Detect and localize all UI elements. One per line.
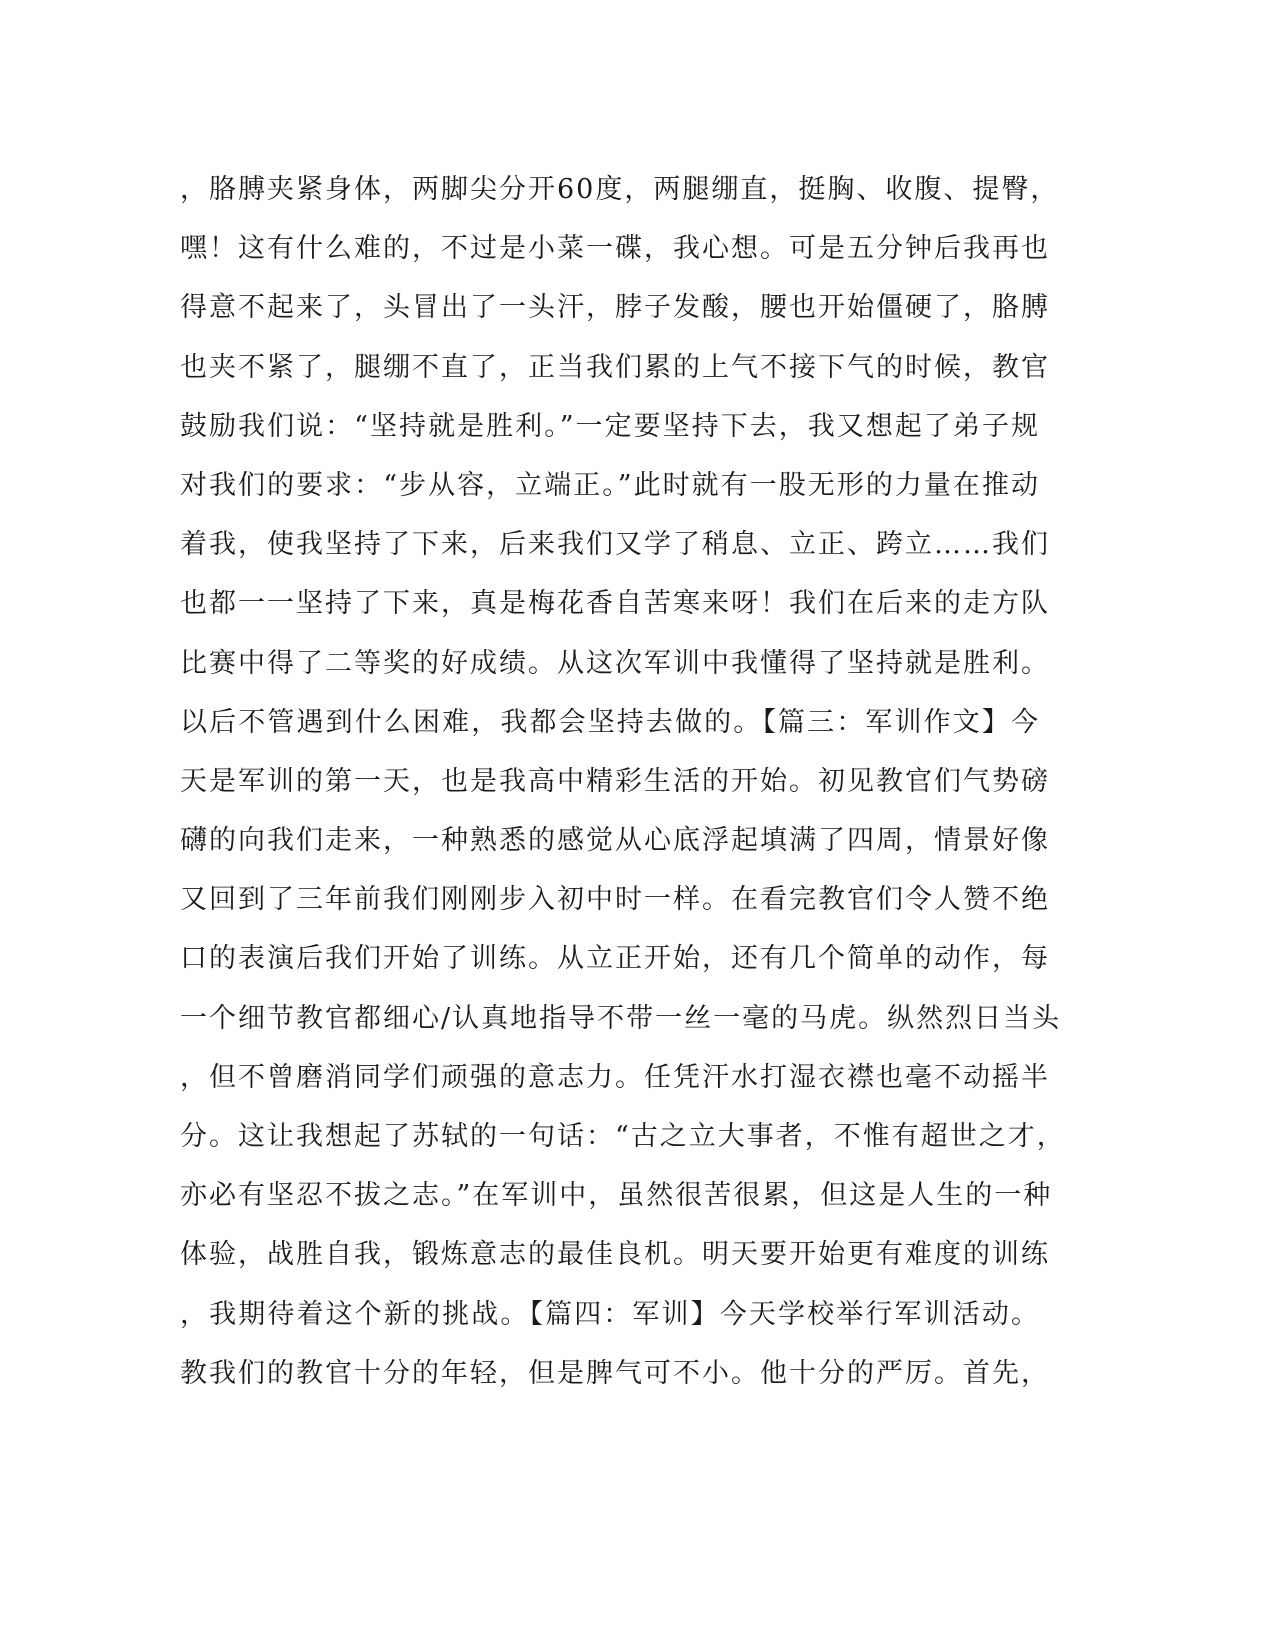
text-line: ，胳膊夹紧身体，两脚尖分开60度，两腿绷直，挺胸、收腹、提臀，: [180, 174, 1060, 205]
text-line: 天是军训的第一天，也是我高中精彩生活的开始。初见教官们气势磅: [180, 765, 1050, 797]
body-text: [180, 160, 1066, 1403]
text-line: 得意不起来了，头冒出了一头汗，脖子发酸，腰也开始僵硬了，胳膊: [180, 292, 1050, 324]
text-line: 着我，使我坚持了下来，后来我们又学了稍息、立正、跨立……我们: [180, 529, 1050, 561]
text-line: 教我们的教官十分的年轻，但是脾气可不小。他十分的严厉。首先，: [180, 1357, 1050, 1389]
text-line: 分。这让我想起了苏轼的一句话：“古之立大事者，不惟有超世之才，: [180, 1121, 1066, 1152]
text-line: 亦必有坚忍不拔之志。”在军训中，虽然很苦很累，但这是人生的一种: [180, 1180, 1053, 1212]
text-line: 比赛中得了二等奖的好成绩。从这次军训中我懂得了坚持就是胜利。: [180, 647, 1050, 679]
text-line: ，但不曾磨消同学们顽强的意志力。任凭汗水打湿衣襟也毫不动摇半: [180, 1061, 1050, 1093]
text-line: 以后不管遇到什么困难，我都会坚持去做的。【篇三：军训作文】今: [180, 706, 1040, 738]
text-line: 也夹不紧了，腿绷不直了，正当我们累的上气不接下气的时候，教官: [180, 351, 1050, 383]
text-line: 礴的向我们走来，一种熟悉的感觉从心底浮起填满了四周，情景好像: [180, 825, 1050, 857]
text-line: 一个细节教官都细心/认真地指导不带一丝一毫的马虎。纵然烈日当头: [180, 1002, 1062, 1034]
text-line: 对我们的要求：“步从容，立端正。”此时就有一股无形的力量在推动: [180, 469, 1040, 501]
text-line: 口的表演后我们开始了训练。从立正开始，还有几个简单的动作，每: [180, 943, 1050, 975]
text-line: 鼓励我们说：“坚持就是胜利。”一定要坚持下去，我又想起了弟子规: [180, 410, 1040, 442]
text-line: 嘿！这有什么难的，不过是小菜一碟，我心想。可是五分钟后我再也: [180, 233, 1050, 265]
text-line: 也都一一坚持了下来，真是梅花香自苦寒来呀！我们在后来的走方队: [180, 588, 1050, 620]
text-line: 体验，战胜自我，锻炼意志的最佳良机。明天要开始更有难度的训练: [180, 1239, 1050, 1271]
text-line: 又回到了三年前我们刚刚步入初中时一样。在看完教官们令人赞不绝: [180, 884, 1050, 916]
text-line: ，我期待着这个新的挑战。【篇四：军训】今天学校举行军训活动。: [180, 1298, 1040, 1330]
